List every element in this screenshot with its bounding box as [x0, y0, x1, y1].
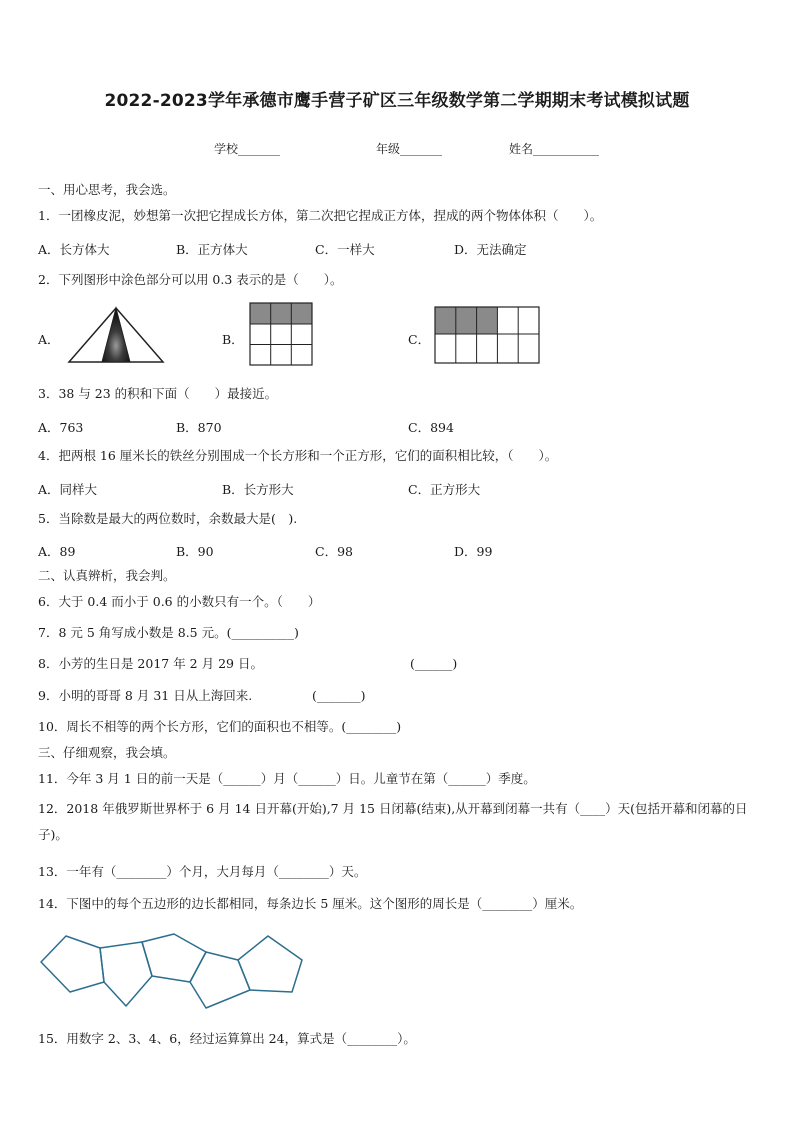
name-field: 姓名___________: [509, 142, 600, 156]
question-9: 9．小明的哥哥 8 月 31 日从上海回来.: [38, 688, 253, 703]
question-10: 10．周长不相等的两个长方形，它们的面积也不相等。(________): [38, 719, 402, 734]
grade-field: 年级_______: [376, 142, 443, 156]
q1-option-b: B．正方体大: [176, 242, 248, 257]
q4-option-b: B．长方形大: [222, 482, 294, 497]
question-7: 7．8 元 5 角写成小数是 8.5 元。(__________): [38, 625, 299, 640]
question-4: 4．把两根 16 厘米长的铁丝分别围成一个长方形和一个正方形，它们的面积相比较，（ ）。: [38, 448, 558, 463]
question-6: 6．大于 0.4 而小于 0.6 的小数只有一个。（ ）: [38, 594, 321, 609]
q3-option-b: B．870: [176, 420, 222, 435]
q4-option-a: A．同样大: [38, 482, 98, 497]
q3-option-c: C．894: [408, 420, 454, 435]
question-5: 5．当除数是最大的两位数时，余数最大是( ).: [38, 511, 298, 526]
q8-answer-blank: (______): [410, 656, 458, 671]
page-title: 2022-2023学年承德市鹰手营子矿区三年级数学第二学期期末考试模拟试题: [104, 91, 690, 111]
q2-triangle-figure: [68, 306, 164, 364]
question-14: 14．下图中的每个五边形的边长都相同，每条边长 5 厘米。这个图形的周长是（________）厘米。: [38, 896, 583, 911]
q5-option-c: C．98: [315, 544, 353, 559]
q4-option-c: C．正方形大: [408, 482, 481, 497]
q14-pentagons-figure: [38, 930, 306, 1010]
q1-option-d: D．无法确定: [454, 242, 527, 257]
q2-option-c-label: C．: [408, 332, 431, 347]
q2-option-a-label: A．: [38, 332, 60, 347]
q5-option-b: B．90: [176, 544, 214, 559]
q5-option-a: A．89: [38, 544, 76, 559]
question-8: 8．小芳的生日是 2017 年 2 月 29 日。: [38, 656, 263, 671]
question-13: 13．一年有（________）个月，大月每月（________）天。: [38, 864, 367, 879]
q3-option-a: A．763: [38, 420, 84, 435]
section-heading-1: 一、用心思考，我会选。: [38, 182, 176, 197]
school-field: 学校_______: [214, 142, 281, 156]
question-15: 15．用数字 2、3、4、6，经过运算算出 24，算式是（________）。: [38, 1031, 416, 1046]
q2-grid-2x5-figure: [434, 306, 540, 364]
q5-option-d: D．99: [454, 544, 493, 559]
question-12: 12．2018 年俄罗斯世界杯于 6 月 14 日开幕(开始),7 月 15 日闭幕(结束),从开幕到闭幕一共有（____）天(包括开幕和闭幕的日子)。: [38, 801, 748, 842]
q2-option-b-label: B．: [222, 332, 244, 347]
q2-grid-2x3-figure: [249, 302, 313, 366]
q1-option-a: A．长方体大: [38, 242, 110, 257]
question-11: 11．今年 3 月 1 日的前一天是（______）月（______）日。儿童节在第（______）季度。: [38, 771, 536, 786]
q9-answer-blank: (_______): [312, 688, 366, 703]
question-2: 2．下列图形中涂色部分可以用 0.3 表示的是（ ）。: [38, 272, 343, 287]
question-1: 1．一团橡皮泥，妙想第一次把它捏成长方体，第二次把它捏成正方体，捏成的两个物体体积（ ）。: [38, 208, 603, 223]
section-heading-3: 三、仔细观察，我会填。: [38, 745, 176, 760]
question-3: 3．38 与 23 的积和下面（ ）最接近。: [38, 386, 278, 401]
section-heading-2: 二、认真辨析，我会判。: [38, 568, 176, 583]
q1-option-c: C．一样大: [315, 242, 375, 257]
